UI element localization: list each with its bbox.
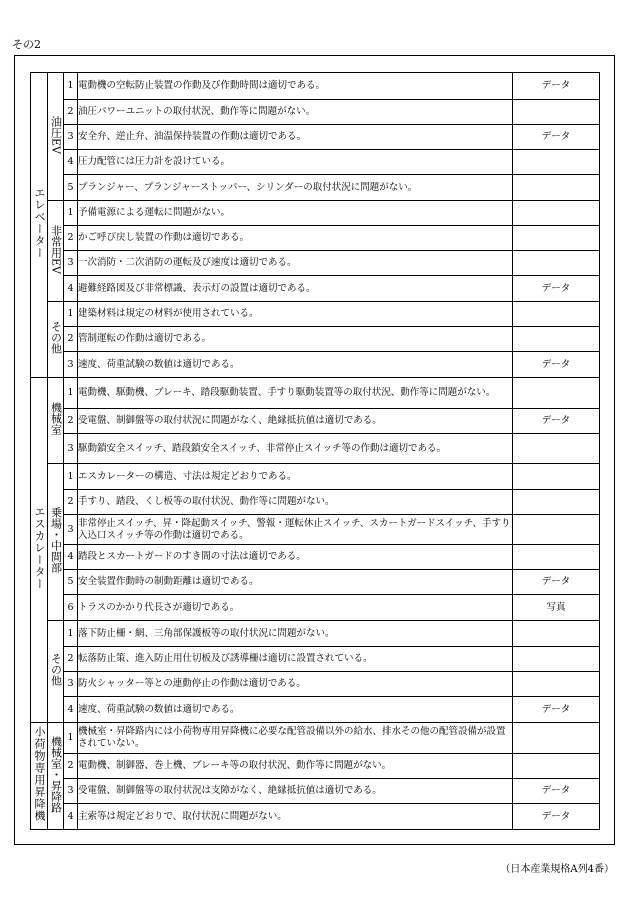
item-note: 写真 — [513, 595, 600, 621]
item-description: プランジャー、プランジャーストッパー、シリンダーの取付状況に問題がない。 — [78, 175, 513, 201]
item-note: データ — [513, 276, 600, 302]
item-number: 3 — [64, 672, 78, 697]
item-note — [513, 672, 600, 697]
item-note: データ — [513, 697, 600, 723]
standard-size-note: （日本産業規格A列4番） — [500, 864, 614, 875]
table-row — [31, 754, 600, 779]
item-note: データ — [513, 125, 600, 150]
item-description: 安全弁、逆止弁、油温保持装置の作動は適切である。 — [78, 125, 513, 150]
table-row — [31, 570, 600, 595]
inspection-checklist-table — [30, 72, 600, 830]
item-description: 受電盤、制御盤等の取付状況は支障がなく、絶縁抵抗値は適切である。 — [78, 779, 513, 804]
item-description: 非常停止スイッチ、昇・降起動スイッチ、警報・運転休止スイッチ、スカートガードスイッチ、手すり入込口スイッチ等の作動は適切である。 — [78, 515, 513, 545]
table-row — [31, 175, 600, 201]
item-description: 駆動鎖安全スイッチ、踏段鎖安全スイッチ、非常停止スイッチ等の作動は適切である。 — [78, 434, 513, 464]
item-description: 手すり、踏段、くし板等の取付状況、動作等に問題がない。 — [78, 490, 513, 515]
item-description: 落下防止柵・網、三角部保護板等の取付状況に問題がない。 — [78, 621, 513, 647]
subcategory-machine-room: 機械室 — [48, 378, 64, 464]
item-description: 受電盤、制御盤等の取付状況に問題がなく、絶縁抵抗値は適切である。 — [78, 409, 513, 434]
item-description: 防火シャッター等との連動停止の作動は適切である。 — [78, 672, 513, 697]
item-number: 6 — [64, 595, 78, 621]
table-row — [31, 621, 600, 647]
item-note: データ — [513, 804, 600, 830]
item-note — [513, 515, 600, 545]
item-description: エスカレーターの構造、寸法は規定どおりである。 — [78, 464, 513, 490]
item-number: 4 — [64, 545, 78, 570]
item-note — [513, 490, 600, 515]
table-row — [31, 302, 600, 327]
table-row — [31, 100, 600, 125]
category-elevator: エレベーター — [31, 73, 48, 378]
item-description: 管制運転の作動は適切である。 — [78, 327, 513, 352]
item-description: 電動機、駆動機、ブレーキ、踏段駆動装置、手すり駆動装置等の取付状況、動作等に問題がない。 — [78, 378, 513, 409]
item-note — [513, 647, 600, 672]
item-note — [513, 175, 600, 201]
table-row — [31, 779, 600, 804]
item-description: 電動機、制御器、巻上機、ブレーキ等の取付状況、動作等に問題がない。 — [78, 754, 513, 779]
item-note — [513, 150, 600, 175]
table-row — [31, 515, 600, 545]
table-row — [31, 226, 600, 251]
item-description: 電動機の空転防止装置の作動及び作動時間は適切である。 — [78, 73, 513, 100]
item-number: 1 — [64, 464, 78, 490]
item-number: 3 — [64, 434, 78, 464]
item-number: 1 — [64, 378, 78, 409]
item-description: 建築材料は規定の材料が使用されている。 — [78, 302, 513, 327]
item-note — [513, 621, 600, 647]
item-note — [513, 545, 600, 570]
table-row — [31, 73, 600, 100]
item-note — [513, 100, 600, 125]
item-number: 3 — [64, 352, 78, 378]
table-row — [31, 409, 600, 434]
item-number: 3 — [64, 779, 78, 804]
item-note: データ — [513, 352, 600, 378]
item-note — [513, 464, 600, 490]
item-number: 1 — [64, 302, 78, 327]
table-row — [31, 464, 600, 490]
table-row — [31, 434, 600, 464]
item-number: 5 — [64, 570, 78, 595]
item-note — [513, 201, 600, 226]
item-number: 3 — [64, 125, 78, 150]
item-note — [513, 302, 600, 327]
subcategory-ev-other: その他 — [48, 302, 64, 378]
item-note: データ — [513, 779, 600, 804]
table-row — [31, 490, 600, 515]
table-row — [31, 595, 600, 621]
item-description: 予備電源による運転に問題がない。 — [78, 201, 513, 226]
table-row — [31, 125, 600, 150]
item-description: 一次消防・二次消防の運転及び速度は適切である。 — [78, 251, 513, 276]
item-note — [513, 754, 600, 779]
item-description: 安全装置作動時の制動距離は適切である。 — [78, 570, 513, 595]
table-row — [31, 201, 600, 226]
item-number: 2 — [64, 226, 78, 251]
item-description: 圧力配管には圧力計を設けている。 — [78, 150, 513, 175]
item-description: 踏段とスカートガードのすき間の寸法は適切である。 — [78, 545, 513, 570]
item-number: 2 — [64, 327, 78, 352]
item-number: 2 — [64, 647, 78, 672]
item-number: 1 — [64, 621, 78, 647]
item-note: データ — [513, 409, 600, 434]
item-number: 1 — [64, 73, 78, 100]
category-dumbwaiter: 小荷物専用昇降機 — [31, 723, 48, 830]
subcategory-esc-other: その他 — [48, 621, 64, 723]
table-row — [31, 352, 600, 378]
item-description: 速度、荷重試験の数値は適切である。 — [78, 697, 513, 723]
subcategory-hydraulic-ev: 油圧EV — [48, 73, 64, 201]
item-number: 3 — [64, 251, 78, 276]
item-description: 避難経路図及び非常標識、表示灯の設置は適切である。 — [78, 276, 513, 302]
item-number: 2 — [64, 754, 78, 779]
item-note — [513, 251, 600, 276]
item-number: 2 — [64, 490, 78, 515]
table-row — [31, 276, 600, 302]
item-number: 1 — [64, 201, 78, 226]
table-row — [31, 251, 600, 276]
table-row — [31, 697, 600, 723]
subcategory-machine-room-hoistway: 機械室・昇降路 — [48, 723, 64, 830]
table-row — [31, 672, 600, 697]
table-row — [31, 804, 600, 830]
item-number: 5 — [64, 175, 78, 201]
item-note: データ — [513, 570, 600, 595]
item-number: 4 — [64, 697, 78, 723]
table-row — [31, 545, 600, 570]
item-note — [513, 378, 600, 409]
item-description: 速度、荷重試験の数値は適切である。 — [78, 352, 513, 378]
item-note — [513, 723, 600, 754]
item-note — [513, 226, 600, 251]
item-description: 主索等は規定どおりで、取付状況に問題がない。 — [78, 804, 513, 830]
item-number: 3 — [64, 515, 78, 545]
subcategory-landing-middle: 乗場・中間部 — [48, 464, 64, 621]
table-row — [31, 647, 600, 672]
page-label: その2 — [12, 38, 41, 51]
category-escalator: エスカレーター — [31, 378, 48, 723]
subcategory-emergency-ev: 非常用EV — [48, 201, 64, 302]
table-row — [31, 150, 600, 175]
item-number: 1 — [64, 723, 78, 754]
item-number: 2 — [64, 409, 78, 434]
item-note — [513, 327, 600, 352]
item-number: 4 — [64, 276, 78, 302]
item-number: 4 — [64, 804, 78, 830]
item-note: データ — [513, 73, 600, 100]
item-description: かご呼び戻し装置の作動は適切である。 — [78, 226, 513, 251]
table-row — [31, 327, 600, 352]
item-number: 2 — [64, 100, 78, 125]
table-row — [31, 723, 600, 754]
item-description: 転落防止策、進入防止用仕切板及び誘導柵は適切に設置されている。 — [78, 647, 513, 672]
item-description: 機械室・昇降路内には小荷物専用昇降機に必要な配管設備以外の給水、排水その他の配管設備が設置されていない。 — [78, 723, 513, 754]
item-note — [513, 434, 600, 464]
item-number: 4 — [64, 150, 78, 175]
item-description: トラスのかかり代長さが適切である。 — [78, 595, 513, 621]
item-description: 油圧パワーユニットの取付状況、動作等に問題がない。 — [78, 100, 513, 125]
table-row — [31, 378, 600, 409]
